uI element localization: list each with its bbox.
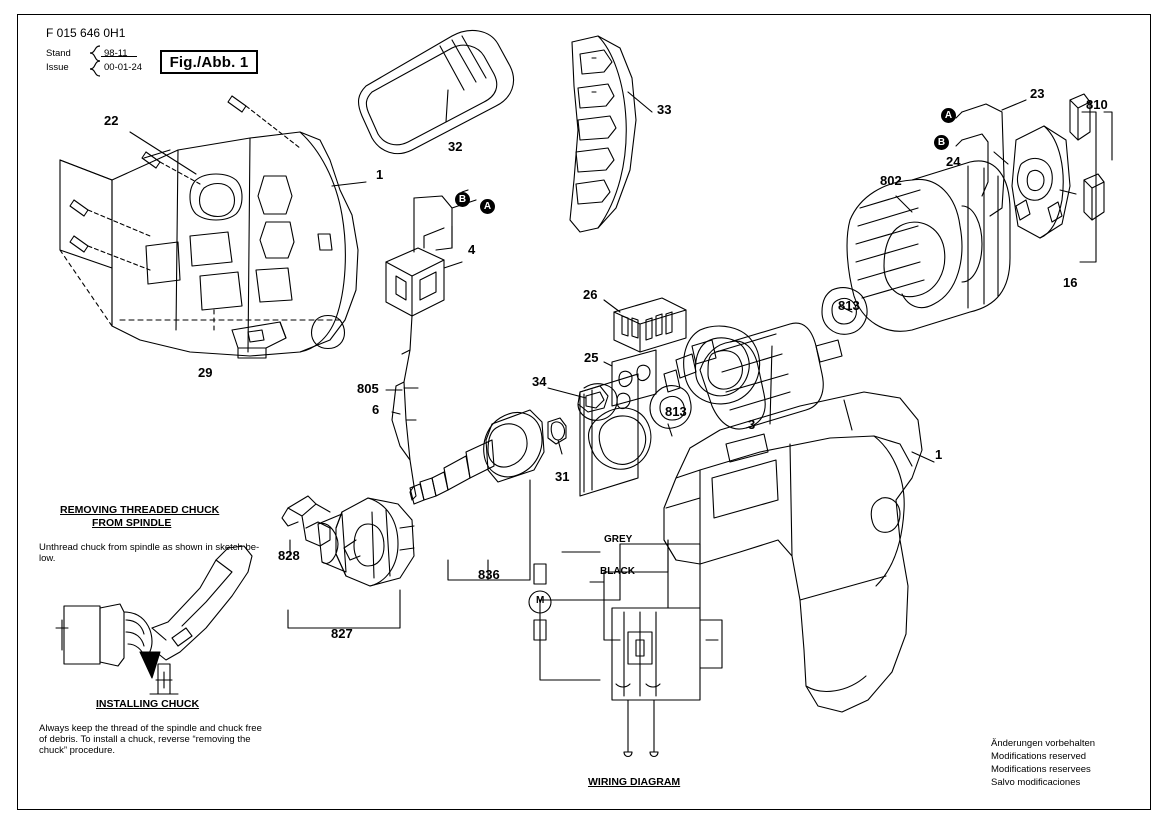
- callout-827: 827: [331, 626, 353, 641]
- callout-23: 23: [1030, 86, 1045, 101]
- footer-line-fr: Modifications reservees: [991, 764, 1091, 775]
- installing-chuck-body-line3: chuck” procedure.: [39, 745, 116, 756]
- removing-chuck-body-line2: low.: [39, 553, 56, 564]
- callout-813-top: 813: [838, 298, 860, 313]
- part-number: F 015 646 0H1: [46, 26, 126, 40]
- removing-chuck-body-line1: Unthread chuck from spindle as shown in sketch be-: [39, 542, 260, 553]
- footer-line-de: Änderungen vorbehalten: [991, 738, 1096, 749]
- wiring-black-label: BLACK: [600, 566, 635, 577]
- callout-33: 33: [657, 102, 672, 117]
- callout-6: 6: [372, 402, 380, 417]
- callout-805: 805: [357, 381, 379, 396]
- installing-chuck-body-line1: Always keep the thread of the spindle and chuck free: [39, 723, 262, 734]
- wiring-diagram-title: WIRING DIAGRAM: [588, 776, 681, 788]
- callout-16: 16: [1063, 275, 1078, 290]
- callout-26: 26: [583, 287, 598, 302]
- callout-24: 24: [946, 154, 961, 169]
- letter-a-right-bubble: A: [941, 108, 956, 123]
- callout-836: 836: [478, 567, 500, 582]
- wiring-motor-label: M: [536, 595, 545, 606]
- callout-1-right: 1: [935, 447, 943, 462]
- callout-3: 3: [748, 417, 756, 432]
- issue-label: Issue: [46, 62, 69, 73]
- figure-label: Fig./Abb. 1: [160, 50, 258, 74]
- letter-a-left-bubble: A: [480, 199, 495, 214]
- stand-date-struck: 98-11: [104, 48, 128, 59]
- issue-date: 00-01-24: [104, 62, 143, 73]
- callout-4: 4: [468, 242, 476, 257]
- callout-29: 29: [198, 365, 213, 380]
- stand-label: Stand: [46, 48, 71, 59]
- callout-813-bottom: 813: [665, 404, 687, 419]
- removing-chuck-title-line2: FROM SPINDLE: [92, 517, 172, 529]
- letter-b-right-bubble: B: [934, 135, 949, 150]
- callout-1-left: 1: [376, 167, 384, 182]
- installing-chuck-body-line2: of debris. To install a chuck, reverse “removing the: [39, 734, 251, 745]
- callout-31: 31: [555, 469, 570, 484]
- callout-810: 810: [1086, 97, 1108, 112]
- removing-chuck-title-line1: REMOVING THREADED CHUCK: [60, 504, 220, 516]
- wiring-grey-label: GREY: [604, 534, 633, 545]
- footer-line-es: Salvo modificaciones: [991, 777, 1081, 788]
- letter-b-left-bubble: B: [455, 192, 470, 207]
- callout-32: 32: [448, 139, 463, 154]
- callout-25: 25: [584, 350, 599, 365]
- installing-chuck-title: INSTALLING CHUCK: [96, 698, 200, 710]
- footer-line-en: Modifications reserved: [991, 751, 1087, 762]
- callout-22: 22: [104, 113, 119, 128]
- callout-828: 828: [278, 548, 300, 563]
- callout-34: 34: [532, 374, 547, 389]
- callout-802: 802: [880, 173, 902, 188]
